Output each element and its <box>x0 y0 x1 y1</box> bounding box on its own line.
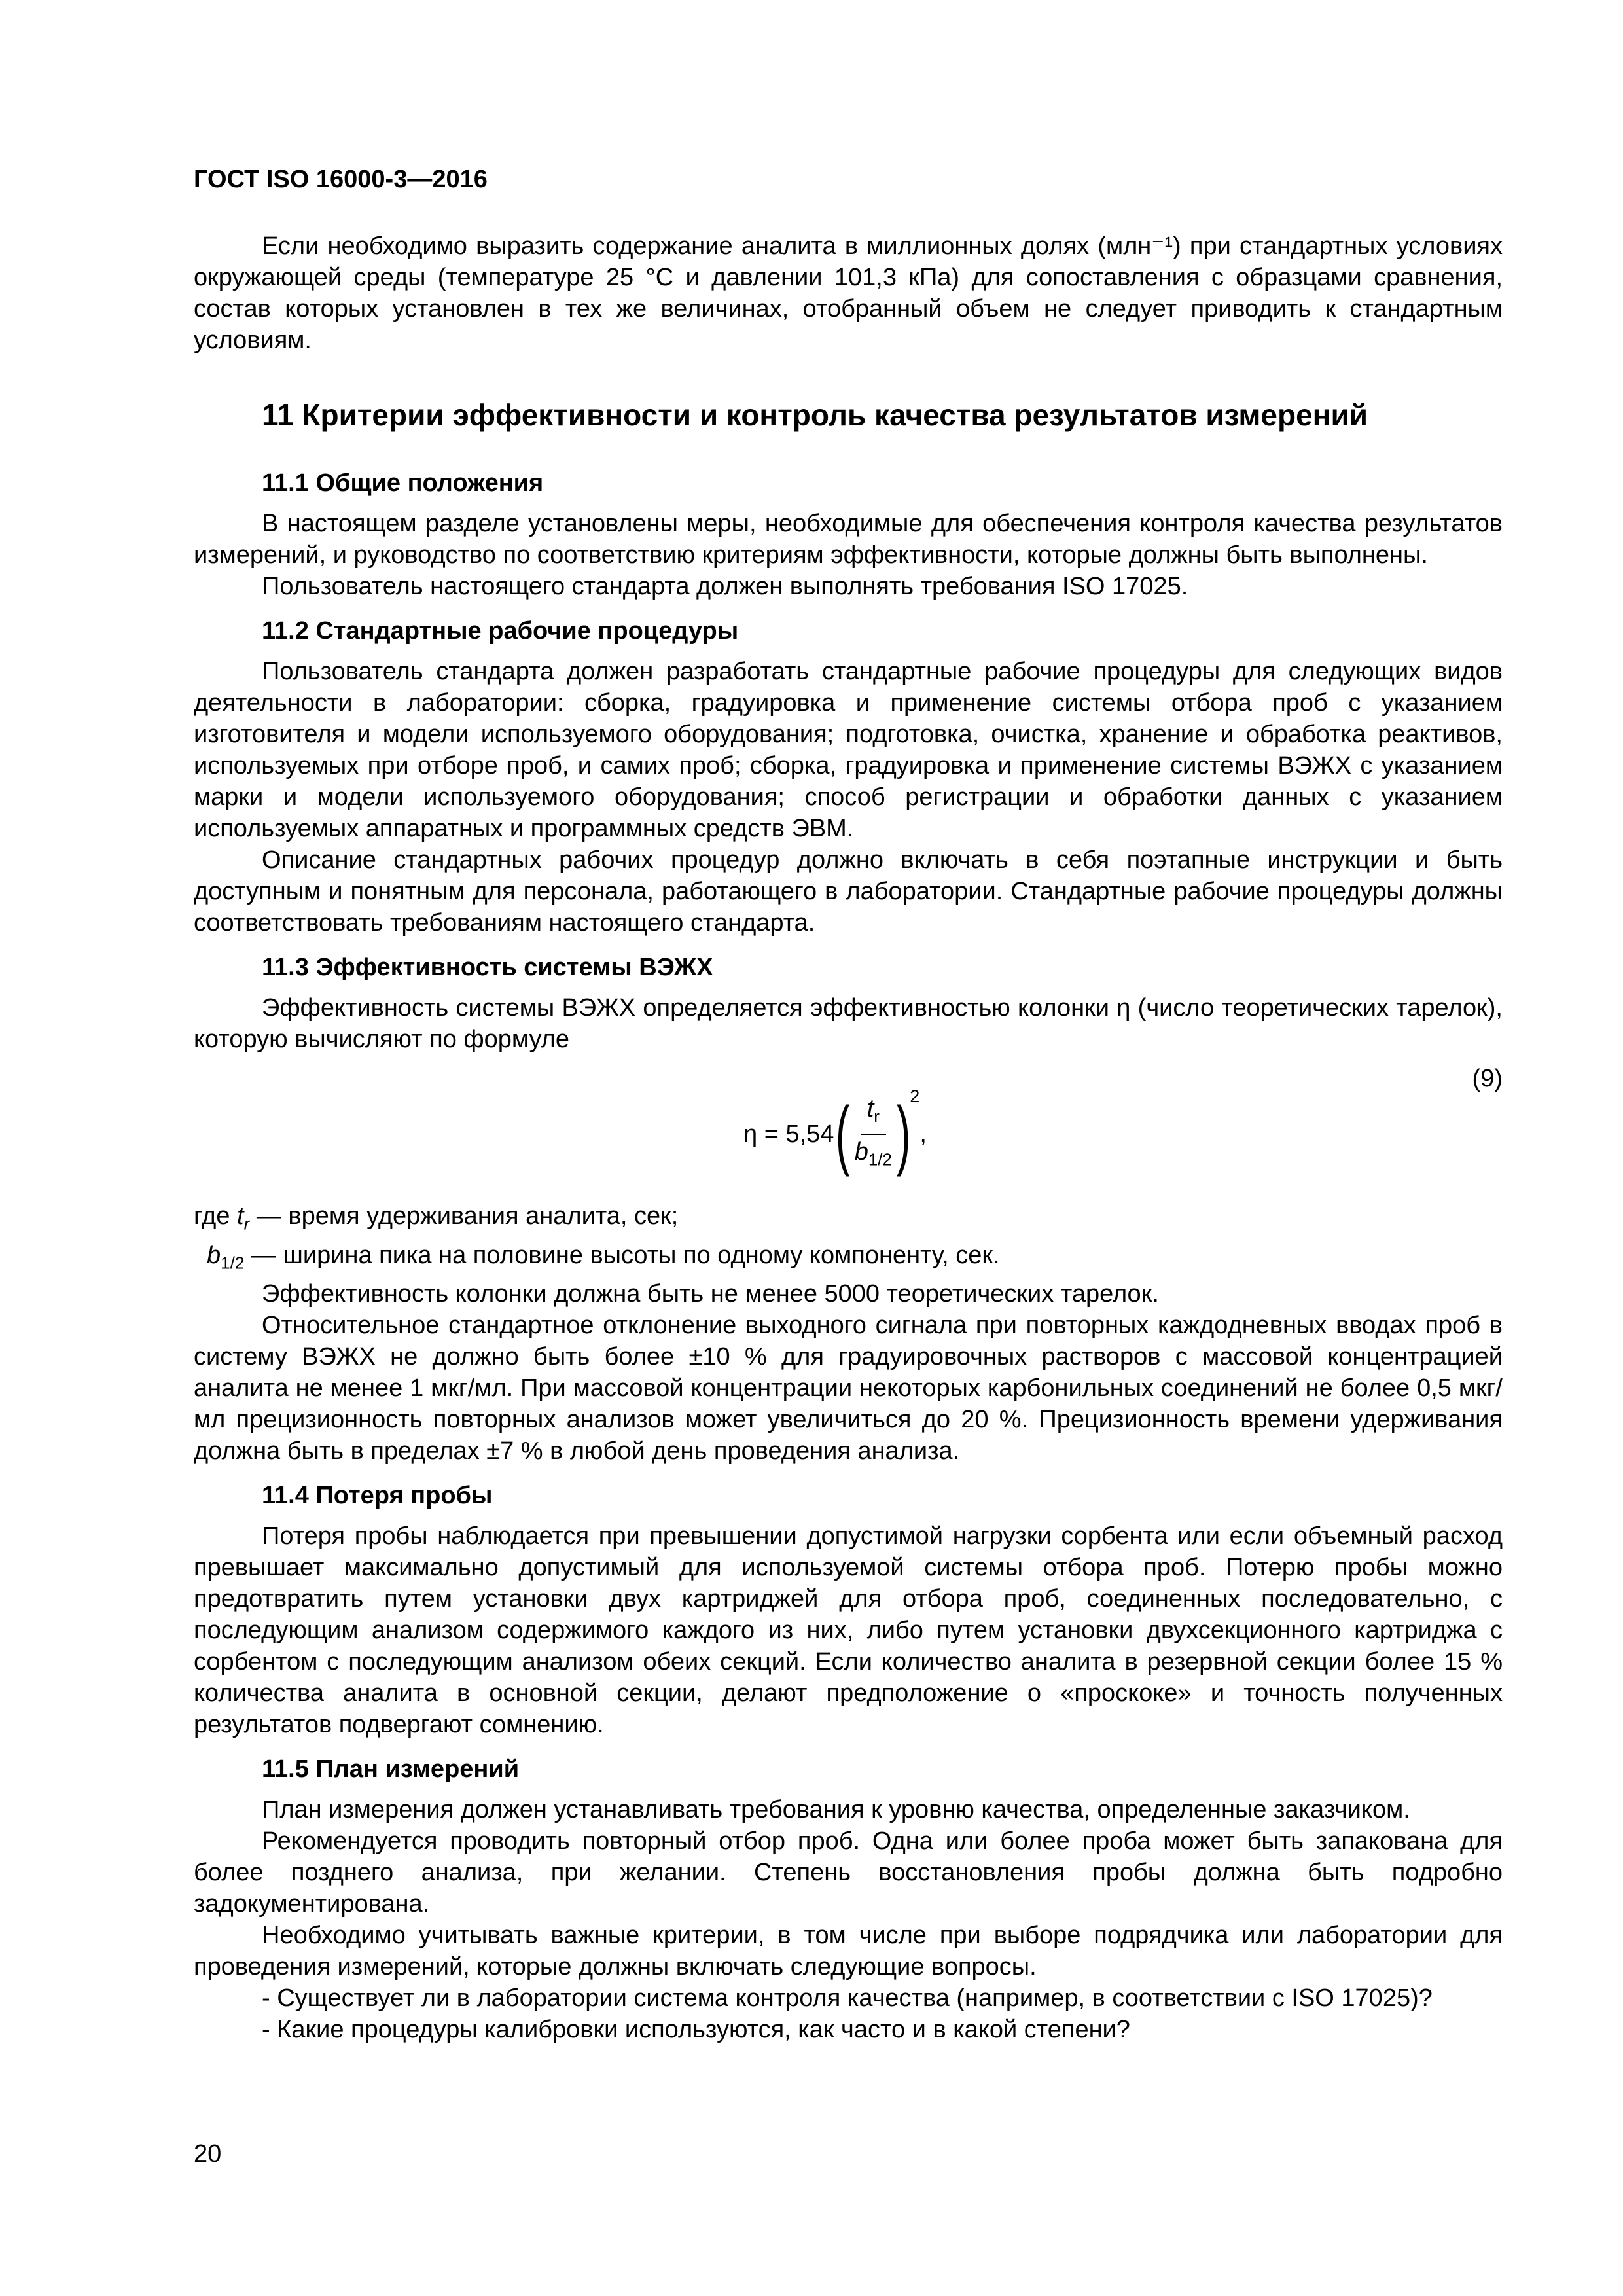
list-item: - Существует ли в лаборатории система контроля качества (например, в соответствии с ISO 17025)? <box>262 1984 1433 2013</box>
subsection-11-3-title: 11.3 Эффективность системы ВЭЖХ <box>262 954 713 981</box>
document-page <box>194 164 1503 2045</box>
paragraph: Рекомендуется проводить повторный отбор проб. Одна или более проба может быть запакована для более позднего анализа, при желании. Степень восстановления пробы должна быть подробно задокументирована. <box>194 1827 1503 1918</box>
formula-exponent: 2 <box>910 1086 920 1106</box>
left-parenthesis: ( <box>836 1091 850 1177</box>
subsection-11-5-title: 11.5 План измерений <box>262 1755 520 1784</box>
paragraph: Пользователь настоящего стандарта должен выполнять требования ISO 17025. <box>262 573 1188 600</box>
formula-trailing-comma: , <box>919 1121 927 1148</box>
paragraph: Эффективность колонки должна быть не менее 5000 теоретических тарелок. <box>262 1280 1159 1308</box>
paragraph: Относительное стандартное отклонение выходного сигнала при повторных каждодневных вводах проб в систему ВЭЖХ не должно быть более ±10 % для градуировочных растворов с массовой концентрацией аналита не менее 1 мкг/мл. При массовой концентрации некоторых карбонильных соединений не более 0,5 мкг/мл прецизионность повторных анализов может увеличиться до 20 %. Прецизионность времени удерживания должна быть в пределах ±7 % в любой день проведения анализа. <box>194 1312 1503 1465</box>
subsection-11-2-title: 11.2 Стандартные рабочие процедуры <box>262 617 739 645</box>
paragraph: Пользователь стандарта должен разработать стандартные рабочие процедуры для следующих видов деятельности в лаборатории: сборка, градуировка и применение системы отбора проб с указанием изготовителя и модели используемого оборудования; подготовка, очистка, хранение и обработка реактивов, используемых при отборе проб, и самих проб; сборка, градуировка и применение системы ВЭЖХ с указанием марки и модели используемого оборудования; способ регистрации и обработки данных с указанием используемых аппаратных и программных средств ЭВМ. <box>194 658 1503 842</box>
formula-fraction <box>855 1093 892 1175</box>
right-parenthesis: ) <box>896 1091 911 1177</box>
paragraph: Описание стандартных рабочих процедур должно включать в себя поэтапные инструкции и быть доступным и понятным для персонала, работающего в лаборатории. Стандартные рабочие процедуры должны соответствовать требованиям настоящего стандарта. <box>194 846 1503 937</box>
subsection-11-4-title: 11.4 Потеря пробы <box>262 1482 493 1510</box>
paragraph: Потеря пробы наблюдается при превышении допустимой нагрузки сорбента или если объемный расход превышает максимально допустимый для используемой системы отбора проб. Потерю пробы можно предотвратить путем установки двух картриджей для отбора проб, соединенных последовательно, с последующим анализом содержимого каждого из них, либо путем установки двухсекционного картриджа с сорбентом с последующим анализом обеих секций. Если количество аналита в резервной секции более 15 % количества аналита в основной секции, делают предположение о «проскоке» и точность полученных результатов подвергают сомнению. <box>194 1522 1503 1739</box>
list-item: - Какие процедуры калибровки используются, как часто и в какой степени? <box>262 2016 1130 2044</box>
document-code-header: ГОСТ ISO 16000-3—2016 <box>194 166 488 193</box>
formula-lhs: η = 5,54 <box>743 1121 834 1148</box>
subsection-11-1-title: 11.1 Общие положения <box>262 469 544 497</box>
fraction-denominator: $b_{1/2}$ <box>854 1138 892 1170</box>
where-line-b: $b_{1/2}$ — ширина пика на половине высоты по одному компоненту, сек. <box>207 1241 1000 1273</box>
paragraph: План измерения должен устанавливать требования к уровню качества, определенные заказчиком. <box>262 1796 1410 1824</box>
page-number: 20 <box>194 2140 222 2168</box>
formula-expression <box>743 1085 927 1183</box>
intro-paragraph: Если необходимо выразить содержание аналита в миллионных долях (млн⁻¹) при стандартных условиях окружающей среды (температуре 25 °С и давлении 101,3 кПа) для сопоставления с образцами сравнения, состав которых установлен в тех же величинах, отобранный объем не следует приводить к стандартным условиям. <box>194 232 1503 354</box>
fraction-numerator: $t_r$ <box>861 1093 886 1135</box>
section-11-title: 11 Критерии эффективности и контроль качества результатов измерений <box>262 398 1368 432</box>
paragraph: В настоящем разделе установлены меры, необходимые для обеспечения контроля качества результатов измерений, и руководство по соответствию критериям эффективности, которые должны быть выполнены. <box>194 510 1503 569</box>
where-line-t: где $t_r$ — время удерживания аналита, сек; <box>194 1202 679 1234</box>
formula-9 <box>194 1063 1503 1189</box>
equation-number: (9) <box>1472 1065 1503 1092</box>
paragraph: Эффективность системы ВЭЖХ определяется эффективностью колонки η (число теоретических тарелок), которую вычисляют по формуле <box>194 994 1503 1053</box>
paragraph: Необходимо учитывать важные критерии, в том числе при выборе подрядчика или лаборатории для проведения измерений, которые должны включать следующие вопросы. <box>194 1922 1503 1981</box>
